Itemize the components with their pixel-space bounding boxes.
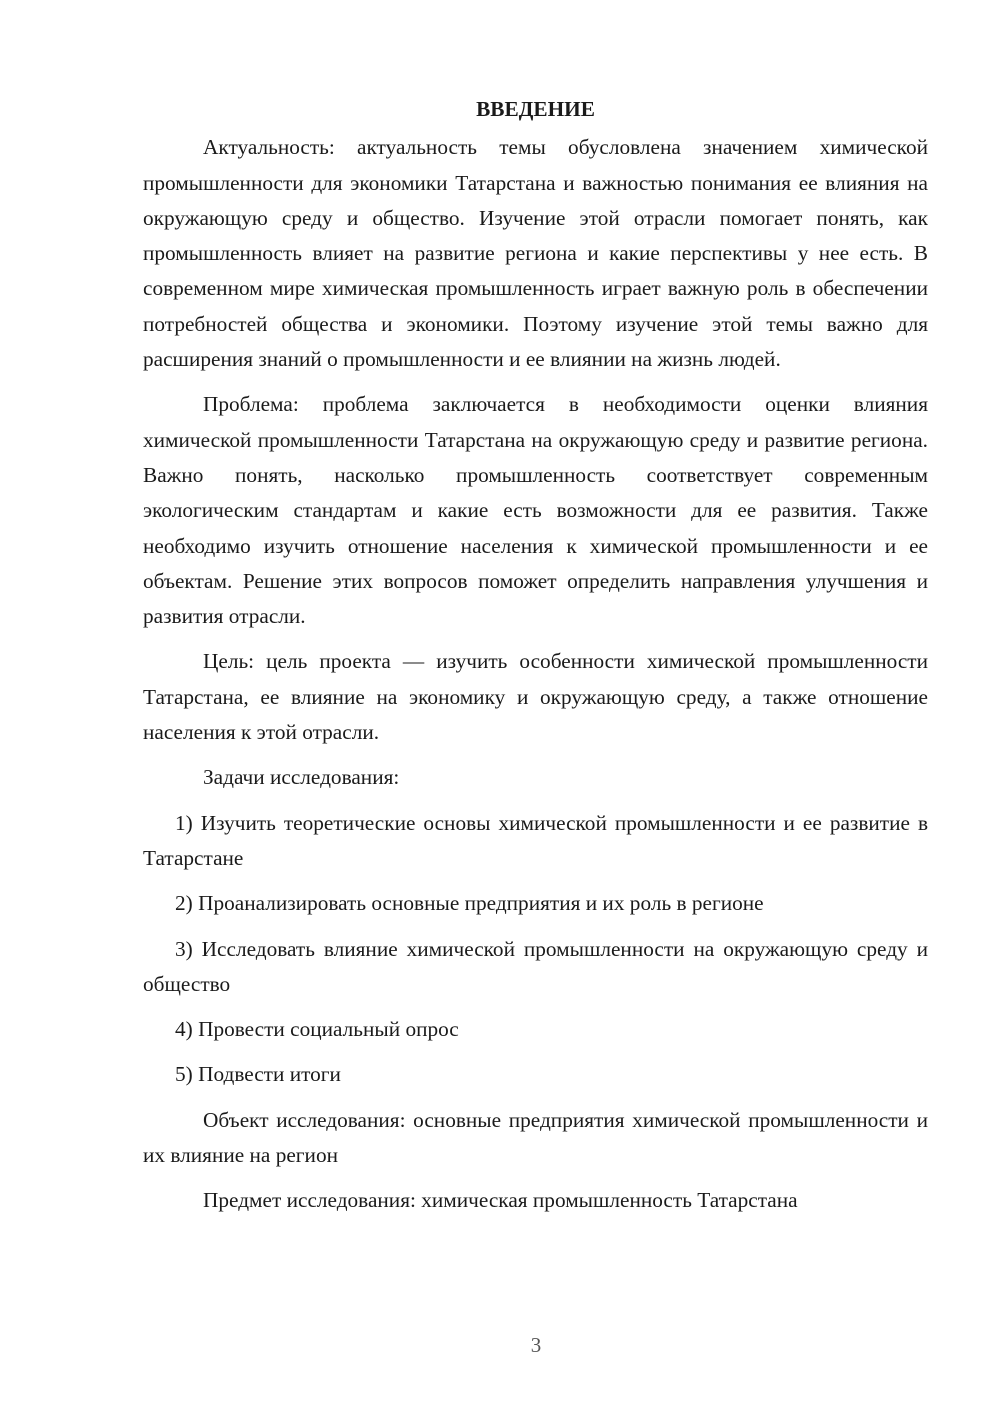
task-item-4: 4) Провести социальный опрос (175, 1017, 459, 1042)
task-item-5: 5) Подвести итоги (175, 1062, 341, 1087)
section-title: ВВЕДЕНИЕ (476, 97, 595, 121)
research-subject-paragraph: Предмет исследования: химическая промышленность Татарстана (203, 1188, 798, 1213)
task-item-2: 2) Проанализировать основные предприятия и их роль в регионе (175, 891, 764, 916)
task-item-3: 3) Исследовать влияние химической промышленности на окружающую среду и общество (143, 936, 928, 996)
research-object-paragraph: Объект исследования: основные предприятия химической промышленности и их влияние на регион (143, 1107, 928, 1168)
document-page (143, 90, 928, 1229)
page-number: 3 (530, 1333, 542, 1357)
goal-paragraph: Цель: цель проекта — изучить особенности химической промышленности Татарстана, ее влияние на экономику и окружающую среду, а также отношение населения к этой отрасли. (143, 649, 928, 745)
problem-paragraph: Проблема: проблема заключается в необходимости оценки влияния химической промышленности Татарстана на окружающую среду и развитие региона. Важно понять, насколько промышленность соответствует современным экологическим стандартам и какие есть возможности для ее развития. Также необходимо изучить отношение населения к химической промышленности и ее объектам. Решение этих вопросов поможет определить направления улучшения и развития отрасли. (143, 392, 928, 629)
task-item-1: 1) Изучить теоретические основы химической промышленности и ее развитие в Татарстане (143, 810, 928, 870)
tasks-heading: Задачи исследования: (203, 765, 400, 790)
relevance-paragraph: Актуальность: актуальность темы обусловлена значением химической промышленности для экономики Татарстана и важностью понимания ее влияния на окружающую среду и общество. Изучение этой отрасли помогает понять, как промышленность влияет на развитие региона и какие перспективы у нее есть. В современном мире химическая промышленность играет важную роль в обеспечении потребностей общества и экономики. Поэтому изучение этой темы важно для расширения знаний о промышленности и ее влиянии на жизнь людей. (143, 135, 928, 372)
